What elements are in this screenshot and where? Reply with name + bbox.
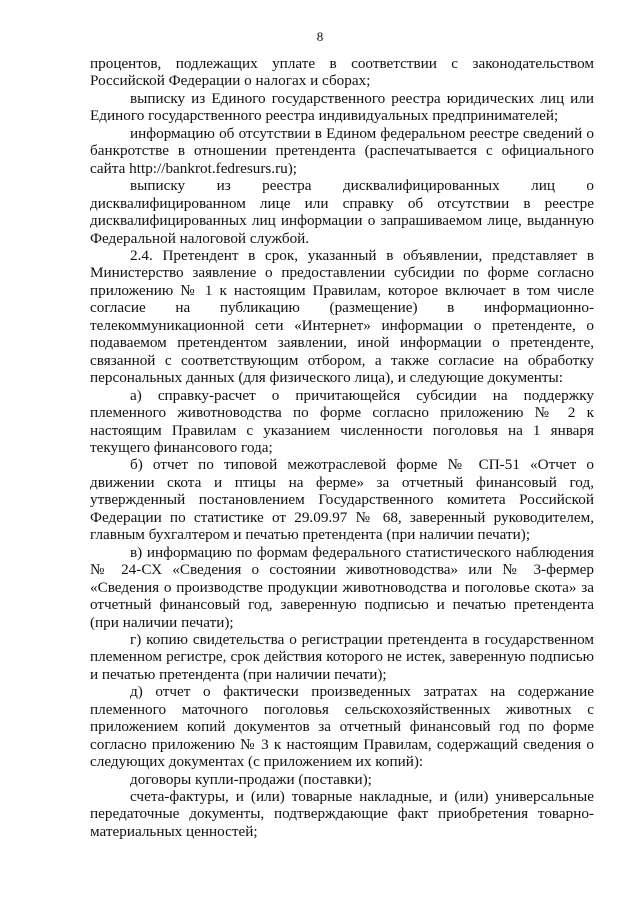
paragraph-item-v: в) информацию по формам федерального статистического наблюдения № 24-СХ «Сведения о состоянии животноводства» или № 3-фермер «Сведения о производстве продукции животноводства и поголовье скота» за отчетный финансовый год, заверенную подписью и печатью претендента (при наличии печати); [90, 543, 594, 631]
paragraph-item-b: б) отчет по типовой межотраслевой форме № СП-51 «Отчет о движении скота и птицы на ферме» за отчетный финансовый год, утвержденный постановлением Государственного комитета Российской Федерации по статистике от 29.09.97 № 68, заверенный руководителем, главным бухгалтером и печатью претендента (при наличии печати); [90, 456, 594, 544]
paragraph-item-d: д) отчет о фактически произведенных затратах на содержание племенного маточного поголовья сельскохозяйственных животных с приложением копий документов за отчетный финансовый год по форме согласно приложению № 3 к настоящим Правилам, содержащий сведения о следующих документах (с приложением их копий): [90, 683, 594, 771]
paragraph-section-2-4: 2.4. Претендент в срок, указанный в объявлении, представляет в Министерство заявление о предоставлении субсидии по форме согласно приложению № 1 к настоящим Правилам, которое включает в том числе согласие на публикацию (размещение) в информационно-телекоммуникационной сети «Интернет» информации о претенденте, о подаваемом претендентом заявлении, иной информации о претенденте, связанной с соответствующим отбором, а также согласие на обработку персональных данных (для физического лица), и следующие документы: [90, 246, 594, 387]
paragraph-egrul-extract: выписку из Единого государственного реестра юридических лиц или Единого государственного реестра индивидуальных предпринимателей; [90, 89, 594, 125]
paragraph-item-a: а) справку-расчет о причитающейся субсидии на поддержку племенного животноводства по форме согласно приложению № 2 к настоящим Правилам с указанием численности поголовья на 1 января текущего финансового года; [90, 386, 594, 456]
document-body [90, 55, 594, 840]
paragraph-taxes-continuation: процентов, подлежащих уплате в соответствии с законодательством Российской Федерации о налогах и сборах; [90, 55, 594, 90]
paragraph-purchase-contracts: договоры купли-продажи (поставки); [130, 770, 372, 788]
paragraph-bankruptcy-info: информацию об отсутствии в Едином федеральном реестре сведений о банкротстве в отношении претендента (распечатывается с официального сайта http://bankrot.fedresurs.ru); [90, 124, 594, 177]
paragraph-item-g: г) копию свидетельства о регистрации претендента в государственном племенном регистре, срок действия которого не истек, заверенную подписью и печатью претендента (при наличии печати); [90, 630, 594, 683]
page-number: 8 [316, 29, 324, 44]
paragraph-disqualified-registry: выписку из реестра дисквалифицированных лиц о дисквалифицированном лице или справку об отсутствии в реестре дисквалифицированных лиц информации о запрашиваемом лице, выданную Федеральной налоговой службой. [90, 177, 594, 247]
paragraph-invoices: счета-фактуры, и (или) товарные накладные, и (или) универсальные передаточные документы, подтверждающие факт приобретения товарно-материальных ценностей; [90, 788, 594, 840]
